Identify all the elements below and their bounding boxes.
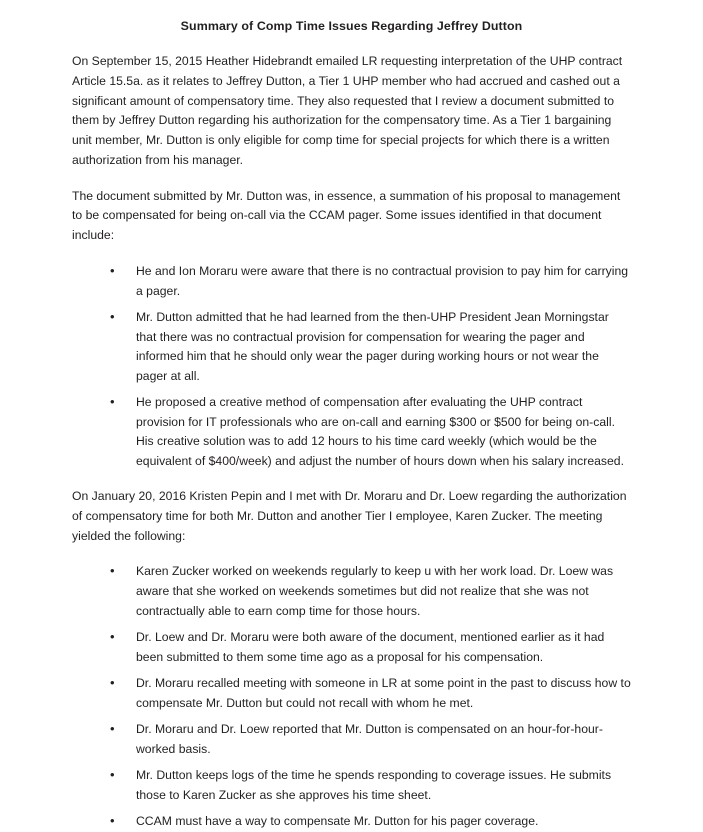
- list-item: • Dr. Moraru recalled meeting with someone in LR at some point in the past to discuss how to compensate Mr. Dutton but could not recall with whom he met.: [106, 674, 631, 713]
- list-item: • Dr. Loew and Dr. Moraru were both aware of the document, mentioned earlier as it had been submitted to them some time ago as a proposal for his compensation.: [106, 628, 631, 667]
- list-item: • He and Ion Moraru were aware that there is no contractual provision to pay him for carrying a pager.: [106, 262, 631, 301]
- bullet-list-meeting-findings: [72, 562, 631, 831]
- paragraph-3: On January 20, 2016 Kristen Pepin and I met with Dr. Moraru and Dr. Loew regarding the authorization of compensatory time for both Mr. Dutton and another Tier I employee, Karen Zucker. The meeting yielded the following:: [72, 489, 627, 543]
- list-item: • He proposed a creative method of compensation after evaluating the UHP contract provision for IT professionals who are on-call and earning $300 or $500 for being on-call. His creative solution was to add 12 hours to his time card weekly (which would be the equivalent of $400/week) and adjust the number of hours down when his salary increased.: [106, 393, 631, 471]
- list-item: • Dr. Moraru and Dr. Loew reported that Mr. Dutton is compensated on an hour-for-hour-worked basis.: [106, 720, 631, 759]
- list-item: • CCAM must have a way to compensate Mr. Dutton for his pager coverage.: [106, 812, 631, 832]
- bullet-list-document-issues: [72, 262, 631, 471]
- paragraph-2: The document submitted by Mr. Dutton was, in essence, a summation of his proposal to management to be compensated for being on-call via the CCAM pager. Some issues identified in that document include:: [72, 188, 621, 243]
- list-item: • Karen Zucker worked on weekends regularly to keep u with her work load. Dr. Loew was aware that she worked on weekends sometimes but did not realize that she was not contractually able to earn comp time for those hours.: [106, 562, 631, 621]
- list-item: • Mr. Dutton keeps logs of the time he spends responding to coverage issues. He submits those to Karen Zucker as she approves his time sheet.: [106, 766, 631, 805]
- list-item: • Mr. Dutton admitted that he had learned from the then-UHP President Jean Morningstar that there was no contractual provision for compensation for wearing the pager and informed him that he should only wear the pager during working hours or not wear the pager at all.: [106, 308, 631, 386]
- page-title: Summary of Comp Time Issues Regarding Jeffrey Dutton: [180, 19, 523, 33]
- paragraph-1: On September 15, 2015 Heather Hidebrandt emailed LR requesting interpretation of the UHP contract Article 15.5a. as it relates to Jeffrey Dutton, a Tier 1 UHP member who had accrued and cashed out a significant amount of compensatory time. They also requested that I review a document submitted to them by Jeffrey Dutton regarding his authorization for the compensatory time. As a Tier 1 bargaining unit member, Mr. Dutton is only eligible for comp time for special projects for which there is a written authorization from his manager.: [72, 54, 623, 167]
